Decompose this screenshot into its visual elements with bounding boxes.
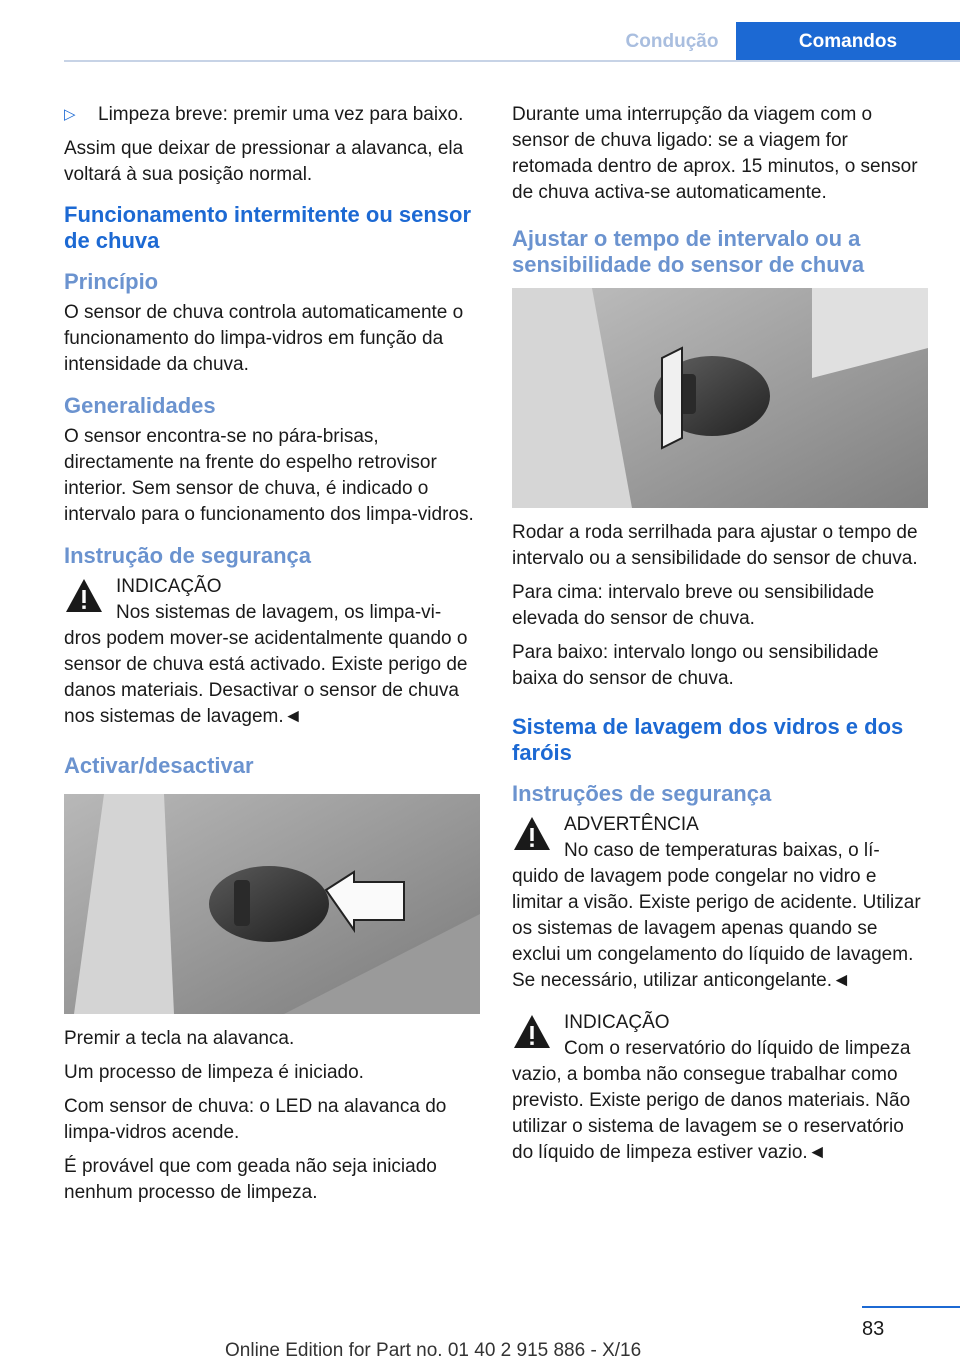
warning-triangle-icon [512, 814, 552, 854]
footer-rule [862, 1306, 960, 1308]
warning-first-line: Nos sistemas de lavagem, os limpa-vi- [116, 602, 442, 623]
heading-generalidades: Generalidades [64, 393, 216, 418]
right-column [512, 102, 928, 1174]
paragraph-principio: O sensor de chuva controla automaticamente o funcionamento do limpa-vidros em função da intensidade da chuva. [64, 302, 464, 375]
left-column [64, 102, 480, 1214]
warning-block-indicacao [512, 1010, 928, 1166]
heading-instrucoes: Instruções de segurança [512, 781, 772, 806]
warning-first-line: Com o reservatório do líquido de limpeza [564, 1038, 911, 1059]
paragraph-release: Assim que deixar de pressionar a alavanca, ela voltará à sua posição normal. [64, 138, 464, 185]
paragraph-processo: Um processo de limpeza é iniciado. [64, 1062, 364, 1083]
heading-principio: Princípio [64, 269, 159, 294]
footer-edition: Online Edition for Part no. 01 40 2 915 886 - X/16 [225, 1340, 642, 1361]
heading-funcionamento: Funcionamento intermitente ou sensor de chuva [64, 202, 472, 253]
paragraph-rodar: Rodar a roda serrilhada para ajustar o tempo de intervalo ou a sensibilidade do sensor de chuva. [512, 522, 918, 569]
paragraph-led: Com sensor de chuva: o LED na alavanca do limpa-vidros acende. [64, 1096, 447, 1143]
warning-label: INDICAÇÃO [564, 1012, 670, 1033]
warning-label: ADVERTÊNCIA [564, 814, 699, 835]
warning-text: vazio, a bomba não consegue trabalhar como previsto. Existe perigo de danos materiais. Não utilizar o sistema de lavagem se o reservatório do líquido de limpeza estiver vazio.◄ [512, 1064, 911, 1163]
thumbwheel-photo [512, 288, 928, 508]
page-number: 83 [862, 1318, 885, 1340]
paragraph-geada: É provável que com geada não seja iniciado nenhum processo de limpeza. [64, 1156, 437, 1203]
warning-text: quido de lavagem pode congelar no vidro e limitar a visão. Existe perigo de acidente. Utilizar os sistemas de lavagem apenas quando se exclui um congelamento do líquido de lavagem. Se necessário, utilizar anticongelante.◄ [512, 866, 921, 991]
paragraph-cima: Para cima: intervalo breve ou sensibilidade elevada do sensor de chuva. [512, 582, 875, 629]
warning-text: dros podem mover-se acidentalmente quando o sensor de chuva está activado. Existe perigo de danos materiais. Desactivar o sensor de chuva nos sistemas de lavagem.◄ [64, 628, 468, 727]
paragraph-generalidades: O sensor encontra-se no pára-brisas, directamente na frente do espelho retrovisor interior. Sem sensor de chuva, é indicado o intervalo para o funcionamento dos limpa-vidros. [64, 426, 474, 525]
heading-seguranca: Instrução de segurança [64, 543, 311, 568]
paragraph-baixo: Para baixo: intervalo longo ou sensibilidade baixa do sensor de chuva. [512, 642, 879, 689]
warning-block [64, 574, 480, 730]
warning-first-line: No caso de temperaturas baixas, o lí- [564, 840, 880, 861]
warning-triangle-icon [512, 1012, 552, 1052]
heading-activar: Activar/desactivar [64, 753, 254, 778]
warning-label: INDICAÇÃO [116, 576, 222, 597]
heading-lavagem: Sistema de lavagem dos vidros e dos faróis [512, 714, 904, 765]
heading-ajustar: Ajustar o tempo de intervalo ou a sensibilidade do sensor de chuva [512, 226, 865, 277]
warning-triangle-icon [64, 576, 104, 616]
header-rule [64, 60, 960, 62]
tab-conducao: Condução [625, 31, 719, 52]
bullet-item [64, 102, 480, 136]
lever-button-photo [64, 794, 480, 1014]
tab-comandos: Comandos [736, 22, 960, 62]
triangle-right-outline-icon: ▷ [64, 106, 76, 123]
warning-block-advertencia [512, 812, 928, 994]
paragraph-interrupcao: Durante uma interrupção da viagem com o sensor de chuva ligado: se a viagem for retomada dentro de aprox. 15 minutos, o sensor de chuva activa-se automaticamente. [512, 104, 918, 203]
bullet-text: Limpeza breve: premir uma vez para baixo. [98, 104, 464, 125]
paragraph-premir: Premir a tecla na alavanca. [64, 1028, 295, 1049]
